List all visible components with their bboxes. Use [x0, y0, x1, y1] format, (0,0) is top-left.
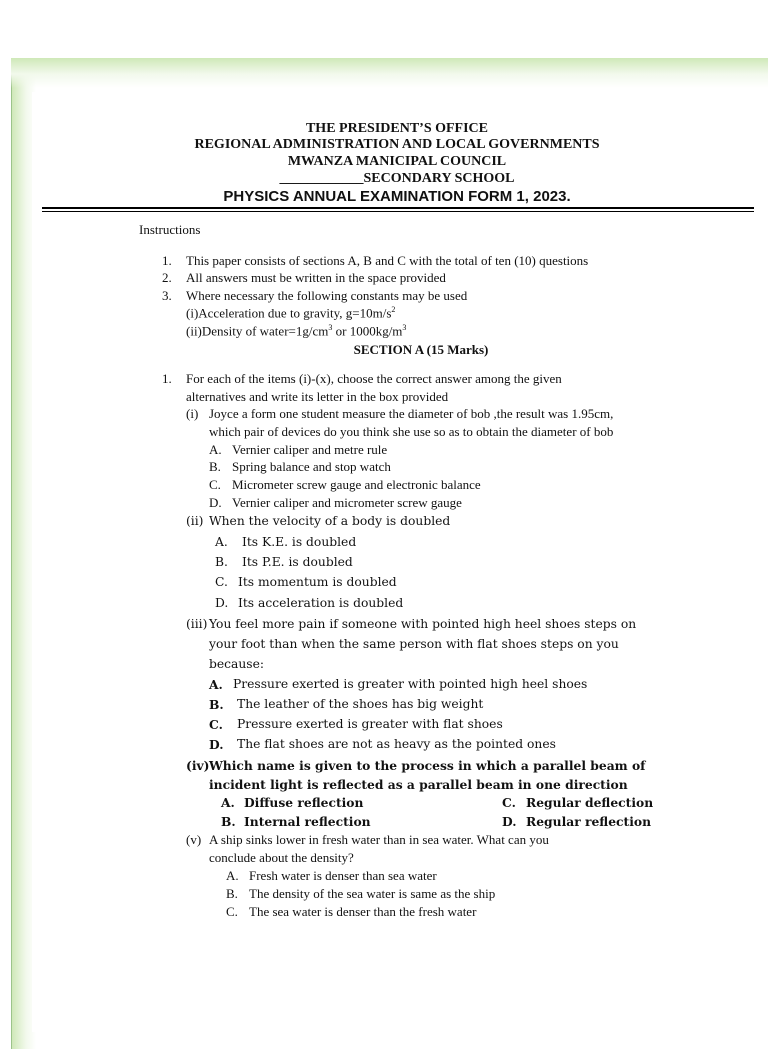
- option-text: Vernier caliper and micrometer screw gauge: [232, 495, 462, 510]
- constant-density-text: or 1000kg/m: [332, 323, 403, 339]
- item-text: Which name is given to the process in which a parallel beam of: [209, 758, 646, 773]
- option-letter: A.: [209, 677, 223, 692]
- item-roman: (ii): [186, 514, 204, 528]
- superscript: 3: [402, 323, 407, 332]
- option-text: The density of the sea water is same as the ship: [249, 886, 496, 901]
- header-school: ____________SECONDARY SCHOOL: [279, 171, 515, 186]
- option-letter: D.: [209, 737, 224, 752]
- item-roman: (iii): [186, 617, 208, 631]
- option-text: Its K.E. is doubled: [242, 535, 357, 549]
- option-text: Its momentum is doubled: [238, 575, 397, 589]
- header-office: THE PRESIDENT’S OFFICE: [305, 121, 489, 136]
- item-text: A ship sinks lower in fresh water than in sea water. What can you: [209, 832, 549, 847]
- superscript: 3: [328, 323, 333, 332]
- page-frame-top-shade: [11, 58, 768, 88]
- option-text: Its P.E. is doubled: [242, 555, 353, 569]
- option-letter: A.: [215, 535, 228, 549]
- option-letter: C.: [209, 477, 221, 492]
- instruction-text: All answers must be written in the space provided: [186, 270, 446, 285]
- exam-title: PHYSICS ANNUAL EXAMINATION FORM 1, 2023.: [223, 188, 571, 205]
- option-letter: A.: [209, 442, 222, 457]
- instruction-number: 1.: [162, 253, 172, 268]
- header-rule-thick: [42, 207, 754, 209]
- instruction-text: This paper consists of sections A, B and C with the total of ten (10) questions: [186, 253, 589, 268]
- option-text: Regular reflection: [526, 814, 652, 829]
- option-letter: B.: [221, 814, 236, 829]
- option-text: Internal reflection: [244, 814, 371, 829]
- option-text: Spring balance and stop watch: [232, 459, 391, 474]
- instruction-number: 3.: [162, 288, 172, 303]
- option-letter: A.: [226, 868, 239, 883]
- option-text: Its acceleration is doubled: [238, 596, 404, 610]
- option-letter: B.: [226, 886, 238, 901]
- header-council: MWANZA MANICIPAL COUNCIL: [287, 154, 507, 169]
- option-letter: B.: [209, 459, 221, 474]
- option-text: Diffuse reflection: [244, 795, 364, 810]
- option-letter: D.: [209, 495, 222, 510]
- constant-density-text: (ii)Density of water=1g/cm: [186, 323, 329, 339]
- option-letter: D.: [502, 814, 517, 829]
- superscript: 2: [391, 305, 396, 314]
- option-letter: B.: [209, 697, 224, 712]
- constant-gravity: [186, 305, 395, 321]
- item-text: your foot than when the same person with flat shoes steps on you: [209, 637, 619, 651]
- header-rule-thin: [42, 211, 754, 212]
- option-letter: B.: [215, 555, 228, 569]
- option-text: Pressure exerted is greater with flat shoes: [237, 717, 503, 731]
- option-letter: A.: [221, 795, 235, 810]
- option-letter: C.: [215, 575, 228, 589]
- item-text: When the velocity of a body is doubled: [209, 514, 451, 528]
- item-roman: (v): [186, 832, 202, 847]
- item-text: conclude about the density?: [209, 850, 354, 865]
- option-letter: C.: [226, 904, 238, 919]
- option-text: The flat shoes are not as heavy as the pointed ones: [237, 737, 556, 751]
- question-number: 1.: [162, 371, 172, 386]
- header-regional-admin: REGIONAL ADMINISTRATION AND LOCAL GOVERNMENTS: [194, 137, 600, 152]
- item-text: Joyce a form one student measure the diameter of bob ,the result was 1.95cm,: [209, 406, 614, 421]
- item-text: incident light is reflected as a parallel beam in one direction: [209, 777, 628, 792]
- section-a-heading: SECTION A (15 Marks): [353, 342, 489, 357]
- item-text: which pair of devices do you think she use so as to obtain the diameter of bob: [209, 424, 614, 439]
- item-text: because:: [209, 657, 265, 671]
- option-letter: C.: [209, 717, 223, 732]
- question-text: alternatives and write its letter in the box provided: [186, 389, 449, 404]
- instruction-text: Where necessary the following constants may be used: [186, 288, 468, 303]
- item-roman: (i): [186, 406, 199, 421]
- option-text: The leather of the shoes has big weight: [237, 697, 484, 711]
- instructions-label: Instructions: [139, 222, 201, 237]
- instruction-number: 2.: [162, 270, 172, 285]
- option-text: The sea water is denser than the fresh water: [249, 904, 477, 919]
- option-text: Fresh water is denser than sea water: [249, 868, 437, 883]
- option-text: Regular deflection: [526, 795, 654, 810]
- option-text: Micrometer screw gauge and electronic balance: [232, 477, 481, 492]
- constant-gravity-text: (i)Acceleration due to gravity, g=10m/s: [186, 305, 392, 321]
- option-letter: D.: [215, 596, 229, 610]
- item-roman: (iv): [186, 758, 210, 773]
- item-text: You feel more pain if someone with pointed high heel shoes steps on: [209, 617, 637, 631]
- option-text: Vernier caliper and metre rule: [232, 442, 388, 457]
- option-text: Pressure exerted is greater with pointed high heel shoes: [233, 677, 588, 691]
- option-letter: C.: [502, 795, 516, 810]
- question-text: For each of the items (i)-(x), choose the correct answer among the given: [186, 371, 562, 386]
- constant-density: [186, 323, 406, 339]
